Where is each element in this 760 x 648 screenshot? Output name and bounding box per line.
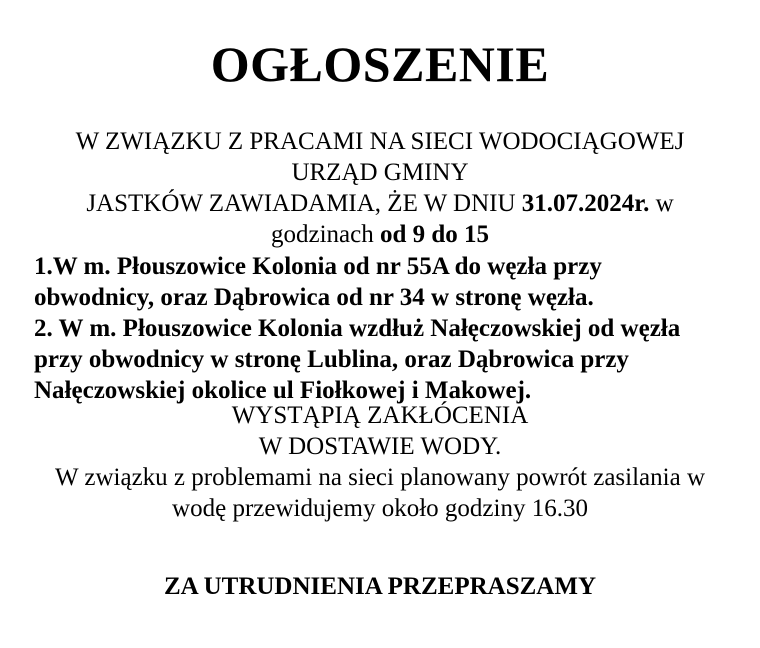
restoration-line-1: W związku z problemami na sieci planowany powrót zasilania w [54, 464, 705, 491]
disruption-notice [0, 400, 760, 462]
intro-line-3-suffix: w [649, 190, 674, 217]
affected-area-line: obwodnicy, oraz Dąbrowica od nr 34 w stronę węzła. [34, 284, 594, 311]
restoration-line-2: wodę przewidujemy około godziny 16.30 [172, 495, 588, 522]
intro-text [0, 126, 760, 250]
intro-line-4-prefix: godzinach [270, 221, 380, 248]
intro-line-3-prefix: JASTKÓW ZAWIADAMIA, ŻE W DNIU [86, 190, 522, 217]
affected-area-line: Nałęczowskiej okolice ul Fiołkowej i Makowej. [34, 377, 532, 404]
announcement-title: OGŁOSZENIE [210, 36, 550, 92]
outage-hours: od 9 do 15 [379, 221, 490, 248]
intro-line-2: URZĄD GMINY [291, 159, 469, 186]
intro-line-4 [0, 219, 760, 250]
disruption-line-1: WYSTĄPIĄ ZAKŁÓCENIA [231, 402, 529, 429]
affected-area-line: 1.W m. Płouszowice Kolonia od nr 55A do węzła przy [34, 253, 602, 280]
outage-date: 31.07.2024r. [521, 190, 650, 217]
intro-line-3 [0, 188, 760, 219]
apology-text: ZA UTRUDNIENIA PRZEPRASZAMY [164, 573, 596, 600]
affected-area-line: 2. W m. Płouszowice Kolonia wzdłuż Nałęczowskiej od węzła [34, 315, 681, 342]
affected-area-line: przy obwodnicy w stronę Lublina, oraz Dąbrowica przy [34, 346, 629, 373]
affected-areas-list [34, 251, 746, 406]
restoration-notice [0, 462, 760, 524]
intro-line-1: W ZWIĄZKU Z PRACAMI NA SIECI WODOCIĄGOWEJ [75, 128, 685, 155]
disruption-line-2: W DOSTAWIE WODY. [258, 433, 502, 460]
